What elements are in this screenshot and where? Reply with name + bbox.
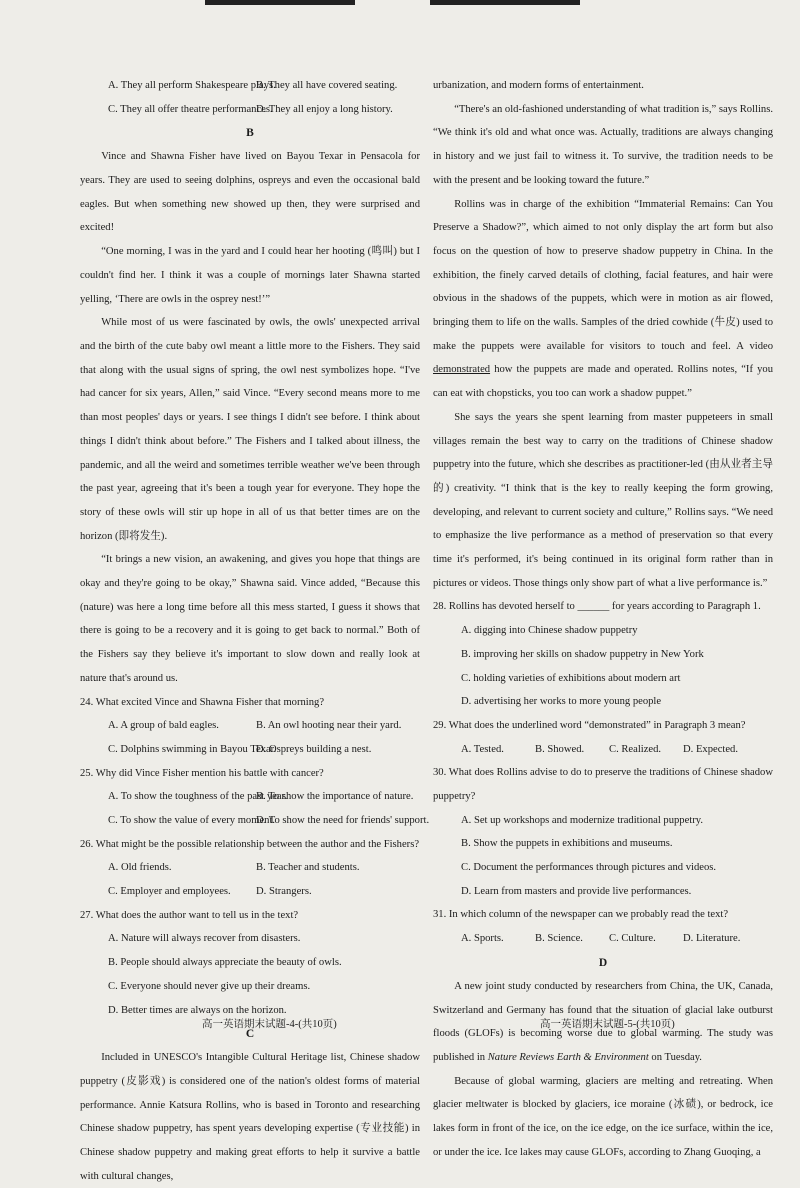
page-footer-right: 高一英语期末试题-5-(共10页) bbox=[540, 1019, 675, 1030]
passage-b-paragraph-1: Vince and Shawna Fisher have lived on Bayou Texar in Pensacola for years. They are used to seeing dolphins, ospreys and even the occasional bald eagles. But when something new showed up then, they were surprised and excited! bbox=[80, 151, 420, 234]
q23-option-a[interactable]: A. They all perform Shakespeare plays. bbox=[108, 80, 276, 91]
q29-option-d[interactable]: D. Expected. bbox=[683, 743, 739, 755]
question-24: 24. What excited Vince and Shawna Fisher that morning? bbox=[80, 696, 325, 708]
q24-option-b[interactable]: B. An owl hooting near their yard. bbox=[256, 720, 402, 732]
q27-option-a[interactable]: A. Nature will always recover from disasters. bbox=[108, 933, 301, 945]
q31-option-d[interactable]: D. Literature. bbox=[683, 933, 741, 945]
q26-option-b[interactable]: B. Teacher and students. bbox=[256, 862, 360, 874]
q23-option-c[interactable]: C. They all offer theatre performances. bbox=[108, 103, 273, 115]
q25-option-d[interactable]: D. To show the need for friends' support. bbox=[256, 815, 430, 827]
q25-option-a[interactable]: A. To show the toughness of the past year. bbox=[108, 791, 288, 803]
q30-option-b[interactable]: B. Show the puppets in exhibitions and museums. bbox=[461, 838, 673, 850]
q31-option-c[interactable]: C. Culture. bbox=[609, 933, 656, 945]
q30-option-a[interactable]: A. Set up workshops and modernize traditional puppetry. bbox=[461, 814, 704, 826]
q27-option-b[interactable]: B. People should always appreciate the beauty of owls. bbox=[108, 957, 342, 969]
q23-options-row1 bbox=[80, 74, 420, 98]
scan-edge-left bbox=[205, 0, 355, 5]
section-b-heading: B bbox=[246, 127, 254, 140]
q29-option-c[interactable]: C. Realized. bbox=[609, 743, 662, 755]
passage-c-paragraph-4: She says the years she spent learning from master puppeteers in small villages remain the best way to carry on the traditions of Chinese shadow puppetry into the future, which she describes as practitioner-led (由从业者主导的) creativity. “I think that is the key to really keeping the form growing, developing, and relevant to current society and culture,” Rollins says. “We need to emphasize the live performance as a method of preservation so that every time it's performed, it's being continued in its original form rather than in pictures or videos. Those things only show part of what a live performance is.” bbox=[433, 411, 773, 589]
q23-option-d[interactable]: D. They all enjoy a long history. bbox=[256, 103, 393, 115]
page-footer-left: 高一英语期末试题-4-(共10页) bbox=[202, 1019, 337, 1030]
passage-d-paragraph-2: Because of global warming, glaciers are melting and retreating. When glacier meltwater is blocked by glaciers, ice moraine (冰碛), or bedrock, ice lakes form in front of the ice, on the ice edge, on the ice surface, within the ice, or under the ice. Ice lakes may cause GLOFs, according to Zhang Guoqing, a bbox=[433, 1075, 773, 1158]
passage-c-paragraph-1: Included in UNESCO's Intangible Cultural Heritage list, Chinese shadow puppetry (皮影戏) is considered one of the nation's oldest forms of material performance. Annie Katsura Rollins, who is based in Toronto and researching Chinese shadow puppetry, has spent years developing expertise (专业技能) in Chinese shadow puppetry and making great efforts to help it survive a battle with cultural changes, bbox=[80, 1052, 420, 1182]
q29-option-b[interactable]: B. Showed. bbox=[535, 743, 585, 755]
q29-option-a[interactable]: A. Tested. bbox=[461, 743, 504, 755]
question-25: 25. Why did Vince Fisher mention his battle with cancer? bbox=[80, 767, 324, 779]
q25-option-c[interactable]: C. To show the value of every moment. bbox=[108, 815, 276, 827]
q31-option-a[interactable]: A. Sports. bbox=[461, 933, 504, 945]
q24-option-d[interactable]: D. Ospreys building a nest. bbox=[256, 743, 372, 755]
q26-option-c[interactable]: C. Employer and employees. bbox=[108, 886, 231, 898]
paragraph-d1-text-b: on Tuesday. bbox=[648, 1051, 702, 1063]
q23-options-row2 bbox=[80, 98, 420, 122]
question-29: 29. What does the underlined word “demonstrated” in Paragraph 3 mean? bbox=[433, 719, 746, 731]
q26-option-a[interactable]: A. Old friends. bbox=[108, 862, 172, 874]
scan-edge-right bbox=[430, 0, 580, 5]
q23-option-b[interactable]: B. They all have covered seating. bbox=[256, 80, 398, 91]
q30-option-d[interactable]: D. Learn from masters and provide live performances. bbox=[461, 885, 692, 897]
question-30: 30. What does Rollins advise to do to preserve the traditions of Chinese shadow puppetry? bbox=[433, 767, 773, 803]
question-26: 26. What might be the possible relationship between the author and the Fishers? bbox=[80, 838, 420, 850]
q26-option-d[interactable]: D. Strangers. bbox=[256, 886, 312, 898]
passage-c-paragraph-1-continued: urbanization, and modern forms of entertainment. bbox=[433, 80, 644, 91]
passage-b-paragraph-4: “It brings a new vision, an awakening, and gives you hope that things are okay and they're going to be okay,” Shawna said. Vince added, “Because this (nature) was here a long time before all this mess started, I guess it shows that there is going to be a recovery and it is going to get back to normal.” Both of the Fishers say they believe it's important to slow down and really look at nature that's around us. bbox=[80, 554, 420, 684]
q28-option-b[interactable]: B. improving her skills on shadow puppetry in New York bbox=[461, 648, 704, 660]
q24-option-a[interactable]: A. A group of bald eagles. bbox=[108, 720, 219, 732]
passage-b-paragraph-2: “One morning, I was in the yard and I could hear her hooting (鸣叫) but I couldn't find her. I think it was a couple of mornings later Shawna started yelling, ‘There are owls in the osprey nest!’” bbox=[80, 246, 420, 305]
passage-b-paragraph-3: While most of us were fascinated by owls, the owls' unexpected arrival and the birth of the cute baby owl meant a little more to the Fishers. They said that along with the usual signs of spring, the owl nest symbolizes hope. “I've had cancer for six years, Allen,” said Vince. “Every second means more to me than most peoples' days or years. I see things I didn't see before. I think about things I didn't think about before.” The Fishers and I talked about illness, the pandemic, and all the weird and sometimes terrible weather we've been through the past year, agreeing that it's been a tough year for everyone. They hope the story of these owls will stir up hope in all of us that better times are on the horizon (即将发生). bbox=[80, 317, 420, 542]
q27-option-c[interactable]: C. Everyone should never give up their dreams. bbox=[108, 980, 311, 992]
q28-option-c[interactable]: C. holding varieties of exhibitions about modern art bbox=[461, 672, 681, 684]
q24-option-c[interactable]: C. Dolphins swimming in Bayou Texar. bbox=[108, 743, 277, 755]
passage-c-paragraph-2: “There's an old-fashioned understanding of what tradition is,” says Rollins. “We think it's old and what once was. Actually, traditions are always changing in history and we just fail to witness it. To survive, the tradition needs to be with the present and be looking toward the future.” bbox=[433, 103, 773, 186]
passage-c-paragraph-3 bbox=[433, 193, 773, 406]
section-c-heading: C bbox=[245, 1028, 255, 1041]
q30-option-c[interactable]: C. Document the performances through pictures and videos. bbox=[461, 862, 717, 874]
paragraph-3-text-a: Rollins was in charge of the exhibition “Immaterial Remains: Can You Preserve a Shadow?”, which aimed to not only display the art form but also focus on the question of how to preserve shadow puppetry in China. In the exhibition, the finely carved details of clothing, facial features, and hair were obvious in the shadows of the puppets, which were in motion as air flowed, bringing them to life on the walls. Samples of the dried cowhide (牛皮) used to make the puppets were available for visitors to touch and feel. A video bbox=[433, 198, 773, 352]
question-28: 28. Rollins has devoted herself to ______ for years according to Paragraph 1. bbox=[433, 601, 761, 613]
journal-title: Nature Reviews Earth & Environment bbox=[487, 1051, 649, 1063]
paragraph-d1-text-a: A new joint study conducted by researchers from China, the UK, Canada, Switzerland and Germany has found that the situation of glacial lake outburst floods (GLOFs) is becoming worse due to global warming. The study was published in bbox=[433, 980, 773, 1063]
section-d-heading: D bbox=[598, 956, 608, 969]
right-page-column bbox=[433, 74, 773, 1164]
q28-option-d[interactable]: D. advertising her works to more young people bbox=[461, 696, 662, 708]
question-27: 27. What does the author want to tell us in the text? bbox=[80, 909, 299, 921]
underlined-word-demonstrated: demonstrated bbox=[433, 364, 491, 376]
paragraph-3-text-b: how the puppets are made and operated. Rollins notes, “If you can eat with chopsticks, you too can work a shadow puppet.” bbox=[433, 364, 773, 400]
q31-option-b[interactable]: B. Science. bbox=[535, 933, 583, 945]
q28-option-a[interactable]: A. digging into Chinese shadow puppetry bbox=[461, 625, 638, 637]
question-31: 31. In which column of the newspaper can we probably read the text? bbox=[433, 909, 729, 921]
q27-option-d[interactable]: D. Better times are always on the horizon. bbox=[108, 1004, 287, 1016]
q25-option-b[interactable]: B. To show the importance of nature. bbox=[256, 791, 414, 803]
